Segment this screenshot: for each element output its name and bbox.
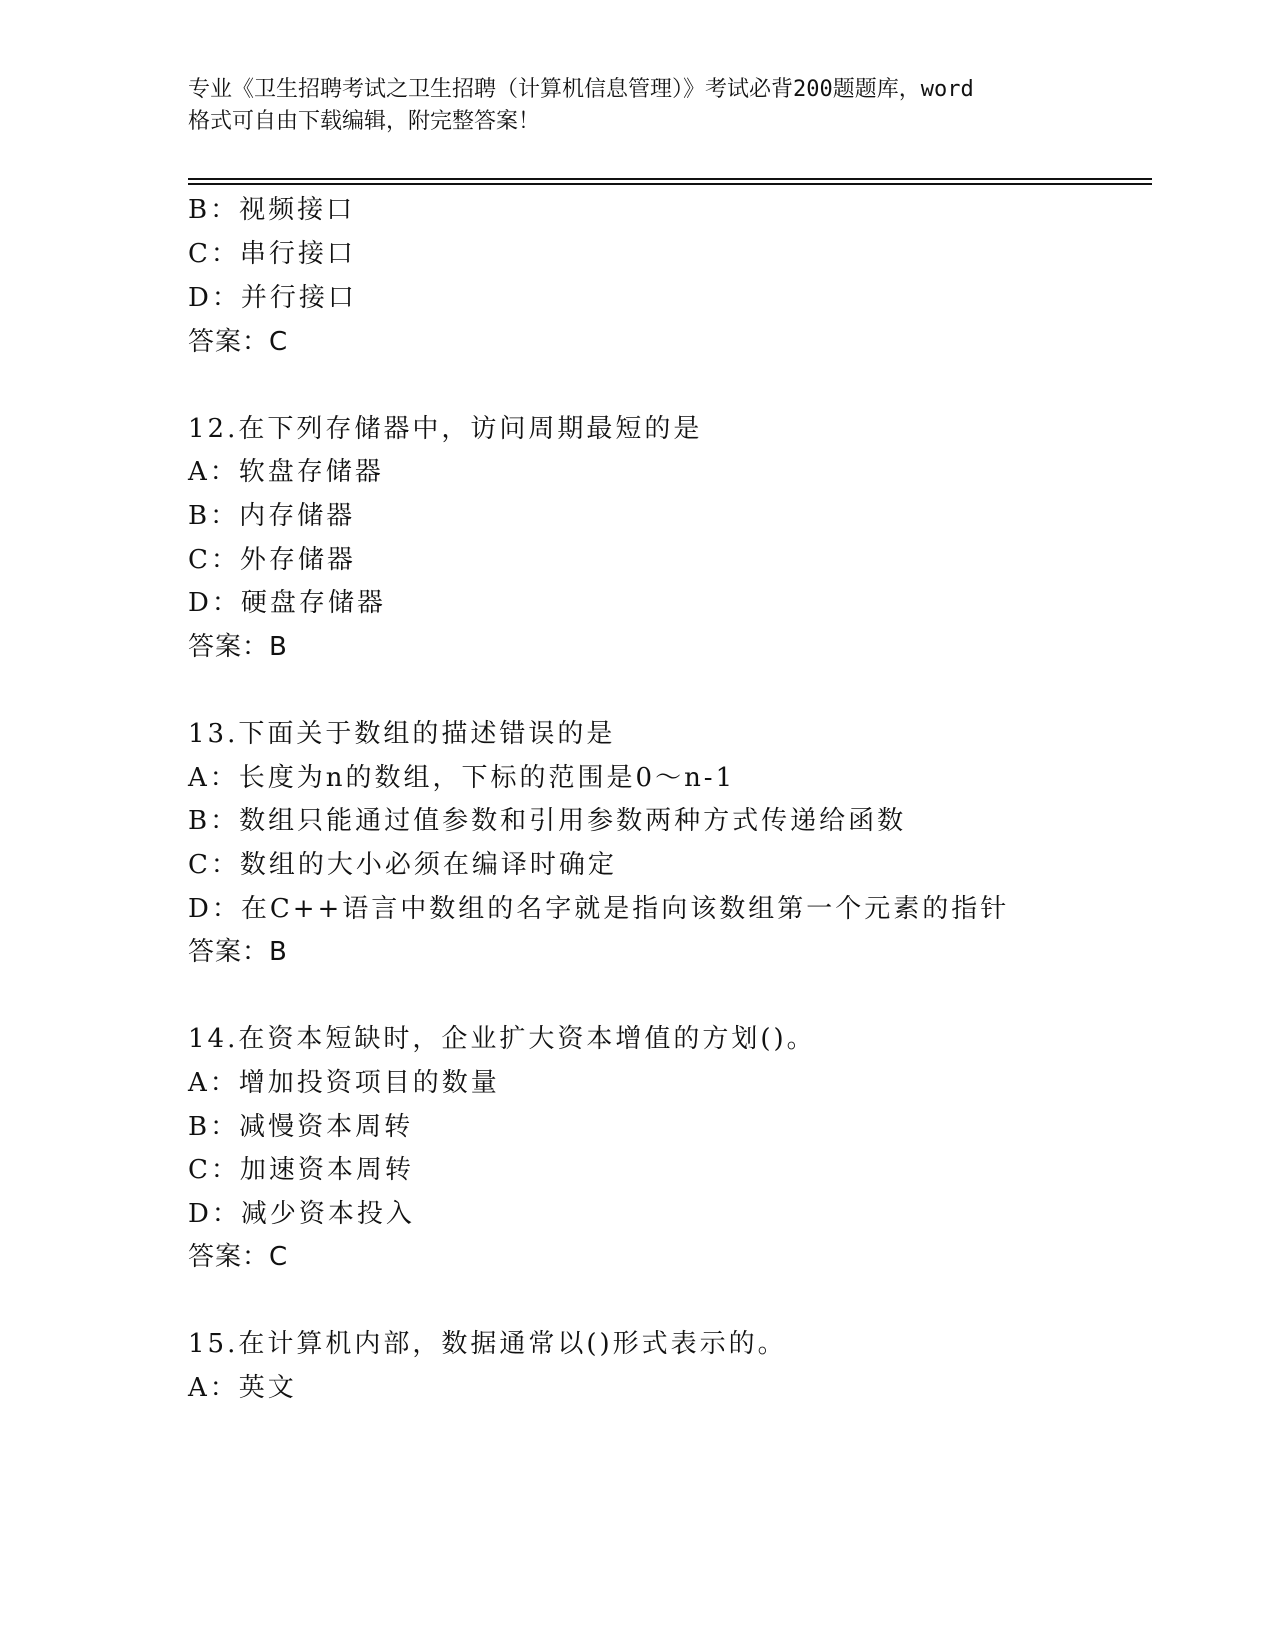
q12-option-d: D：硬盘存储器 (188, 588, 386, 618)
q12-question: 12.在下列存储器中，访问周期最短的是 (188, 414, 703, 444)
q14-question: 14.在资本短缺时，企业扩大资本增值的方划()。 (188, 1024, 816, 1054)
q14-option-b: B：减慢资本周转 (188, 1112, 414, 1142)
q11-option-c: C：串行接口 (188, 239, 356, 269)
q13-option-c: C：数组的大小必须在编译时确定 (188, 850, 617, 880)
header-divider-bottom (188, 183, 1152, 185)
q13-option-b: B：数组只能通过值参数和引用参数两种方式传递给函数 (188, 806, 907, 836)
q12-option-a: A：软盘存储器 (188, 457, 384, 487)
q14-option-d: D：减少资本投入 (188, 1199, 415, 1229)
q12-answer: 答案：B (188, 632, 288, 662)
q11-option-b: B：视频接口 (188, 195, 356, 225)
q12-option-c: C：外存储器 (188, 545, 356, 575)
header-divider-top (188, 178, 1152, 180)
q13-option-a: A：长度为n的数组，下标的范围是0～n-1 (188, 763, 736, 793)
q14-option-a: A：增加投资项目的数量 (188, 1068, 500, 1098)
q14-option-c: C：加速资本周转 (188, 1155, 414, 1185)
q11-option-d: D：并行接口 (188, 283, 357, 313)
header-line-2: 格式可自由下载编辑，附完整答案！ (188, 109, 541, 134)
q15-question: 15.在计算机内部，数据通常以()形式表示的。 (188, 1329, 787, 1359)
q13-answer: 答案：B (188, 937, 288, 967)
q12-option-b: B：内存储器 (188, 501, 356, 531)
q13-question: 13.下面关于数组的描述错误的是 (188, 719, 616, 749)
q13-option-d: D：在C++语言中数组的名字就是指向该数组第一个元素的指针 (188, 894, 1010, 924)
q14-answer: 答案：C (188, 1242, 289, 1272)
q15-option-a: A：英文 (188, 1373, 297, 1403)
q11-answer: 答案：C (188, 327, 289, 357)
document-header (188, 74, 1088, 138)
header-line-1: 专业《卫生招聘考试之卫生招聘（计算机信息管理）》考试必背200题题库，word (188, 77, 974, 102)
